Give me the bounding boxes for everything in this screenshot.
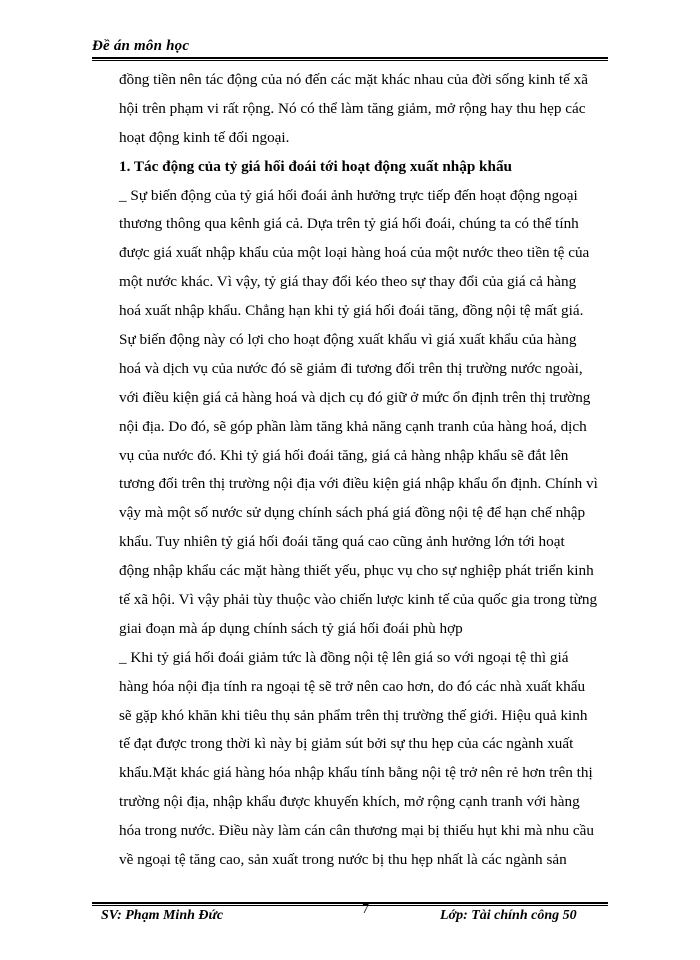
text-line: về ngoại tệ tăng cao, sản xuất trong nước bị thu hẹp nhất là các ngành sản: [119, 851, 567, 869]
text-line: vụ của nước đó. Khi tỷ giá hối đoái tăng, giá cả hàng nhập khẩu sẽ đắt lên: [119, 446, 569, 464]
text-line: _ Sự biến động của tỷ giá hối đoái ảnh hưởng trực tiếp đến hoạt động ngoại: [119, 186, 578, 204]
text-line: khẩu. Tuy nhiên tỷ giá hối đoái tăng quá cao cũng ảnh hưởng lớn tới hoạt: [119, 533, 565, 551]
text-line: khẩu.Mặt khác giá hàng hóa nhập khẩu tính bằng nội tệ trở nên rẻ hơn trên thị: [119, 764, 593, 782]
text-line: hoá xuất nhập khẩu. Chẳng hạn khi tỷ giá hối đoái tăng, đồng nội tệ mất giá.: [119, 302, 584, 320]
text-line: trường nội địa, nhập khẩu được khuyến khích, mở rộng cạnh tranh với hàng: [119, 793, 580, 811]
text-line: được giá xuất nhập khẩu của một loại hàng hoá của một nước theo tiền tệ của: [119, 244, 590, 262]
text-line: vậy mà một số nước sử dụng chính sách phá giá đồng nội tệ để hạn chế nhập: [119, 504, 586, 522]
text-line: hội trên phạm vi rất rộng. Nó có thể làm tăng giảm, mở rộng hay thu hẹp các: [119, 99, 586, 117]
text-line: Sự biến động này có lợi cho hoạt động xuất khẩu vì giá xuất khẩu của hàng: [119, 331, 577, 349]
section-heading: 1. Tác động của tỷ giá hối đoái tới hoạt động xuất nhập khẩu: [119, 157, 512, 175]
text-line: giai đoạn mà áp dụng chính sách tỷ giá hối đoái phù hợp: [119, 619, 463, 637]
text-line: hoạt động kinh tế đối ngoại.: [119, 128, 290, 146]
document-body: [119, 66, 599, 875]
footer-divider: [92, 902, 608, 906]
footer-class-name: Lớp: Tài chính công 50: [440, 908, 577, 923]
text-line: hóa trong nước. Điều này làm cán cân thương mại bị thiếu hụt khi mà nhu cầu: [119, 822, 594, 840]
page-header-title: Đề án môn học: [92, 38, 190, 54]
header-divider: [92, 57, 608, 61]
text-line: hàng hóa nội địa tính ra ngoại tệ sẽ trở nên cao hơn, do đó các nhà xuất khẩu: [119, 677, 586, 695]
page-number: 7: [362, 902, 369, 917]
text-line: đồng tiền nên tác động của nó đến các mặt khác nhau của đời sống kinh tế xã: [119, 71, 588, 88]
text-line: sẽ gặp khó khăn khi tiêu thụ sản phẩm trên thị trường thế giới. Hiệu quả kinh: [119, 706, 588, 724]
text-line: động nhập khẩu các mặt hàng thiết yếu, phục vụ cho sự nghiệp phát triển kinh: [119, 562, 594, 580]
text-line: _ Khi tỷ giá hối đoái giảm tức là đồng nội tệ lên giá so với ngoại tệ thì giá: [119, 648, 569, 666]
text-line: thương thông qua kênh giá cả. Dựa trên tỷ giá hối đoái, chúng ta có thể tính: [119, 215, 579, 233]
text-line: với điều kiện giá cả hàng hoá và dịch cụ đó giữ ở mức ổn định trên thị trường: [119, 388, 591, 406]
text-line: một nước khác. Vì vậy, tỷ giá thay đổi kéo theo sự thay đổi của giá cả hàng: [119, 273, 577, 291]
text-line: tế đạt được trong thời kì này bị giảm sút bởi sự thu hẹp của các ngành xuất: [119, 735, 574, 753]
text-line: nội địa. Do đó, sẽ góp phần làm tăng khả năng cạnh tranh của hàng hoá, dịch: [119, 417, 587, 435]
footer-student-name: SV: Phạm Minh Đức: [101, 908, 224, 923]
text-line: tương đối trên thị trường nội địa với điều kiện giá nhập khẩu ổn định. Chính vì: [119, 475, 598, 493]
text-line: hoá và dịch vụ của nước đó sẽ giảm đi tương đối trên thị trường nước ngoài,: [119, 359, 583, 377]
text-line: tế xã hội. Vì vậy phải tùy thuộc vào chiến lược kinh tế của quốc gia trong từng: [119, 591, 598, 609]
